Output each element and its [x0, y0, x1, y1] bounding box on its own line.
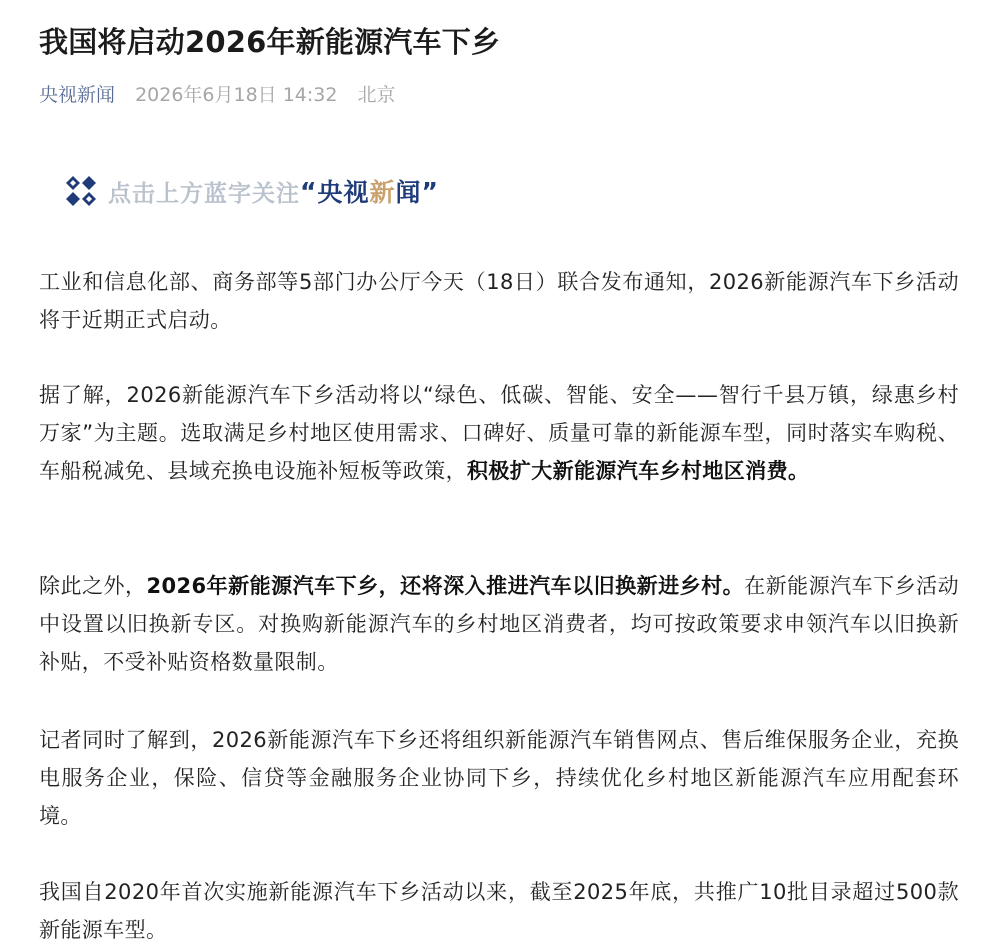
- follow-banner[interactable]: [64, 170, 439, 212]
- source-account-link[interactable]: 央视新闻: [39, 84, 116, 106]
- paragraph-3-text-after: 在新能源汽车下乡活动中设置以旧换新专区。对换购新能源汽车的乡村地区消费者，均可按政策要求申领汽车以旧换新补贴，不受补贴资格数量限制。: [39, 574, 960, 674]
- paragraph-5-text: 我国自2020年首次实施新能源汽车下乡活动以来，截至2025年底，共推广10批目录超过500款新能源车型。: [39, 880, 959, 942]
- brand-close-quote: ”: [421, 176, 439, 206]
- paragraph-2-bold: 积极扩大新能源汽车乡村地区消费。: [467, 459, 810, 483]
- paragraph-2: [39, 376, 959, 490]
- article-meta: [39, 81, 396, 109]
- paragraph-3-bold: 2026年新能源汽车下乡，还将深入推进汽车以旧换新进乡村。: [146, 574, 745, 598]
- brand-name-part1: 央视: [317, 178, 370, 207]
- brand-name-part3: 闻: [395, 178, 422, 207]
- publish-time: 2026年6月18日 14:32: [135, 84, 338, 106]
- paragraph-3: [39, 567, 959, 681]
- paragraph-1: [39, 263, 959, 339]
- publish-location: 北京: [357, 84, 396, 106]
- paragraph-2-text: 据了解，2026新能源汽车下乡活动将以“绿色、低碳、智能、安全——智行千县万镇，绿惠乡村万家”为主题。选取满足乡村地区使用需求、口碑好、质量可靠的新能源车型，同时落实车购税、车船税减免、县域充换电设施补短板等政策，: [39, 383, 959, 483]
- brand-open-quote: “: [300, 176, 318, 206]
- paragraph-4: [39, 721, 959, 835]
- brand-name-part2: 新: [369, 178, 396, 207]
- paragraph-5: [39, 873, 959, 949]
- paragraph-1-text: 工业和信息化部、商务部等5部门办公厅今天（18日）联合发布通知，2026新能源汽车下乡活动将于近期正式启动。: [39, 270, 959, 332]
- follow-hint-text: 点击上方蓝字关注: [108, 180, 300, 207]
- article-title: 我国将启动2026年新能源汽车下乡: [39, 25, 501, 59]
- cctv-news-logo-icon: [64, 174, 98, 208]
- paragraph-4-text: 记者同时了解到，2026新能源汽车下乡还将组织新能源汽车销售网点、售后维保服务企业，充换电服务企业，保险、信贷等金融服务企业协同下乡，持续优化乡村地区新能源汽车应用配套环境。: [39, 728, 959, 828]
- paragraph-3-text-before: 除此之外，: [39, 574, 147, 598]
